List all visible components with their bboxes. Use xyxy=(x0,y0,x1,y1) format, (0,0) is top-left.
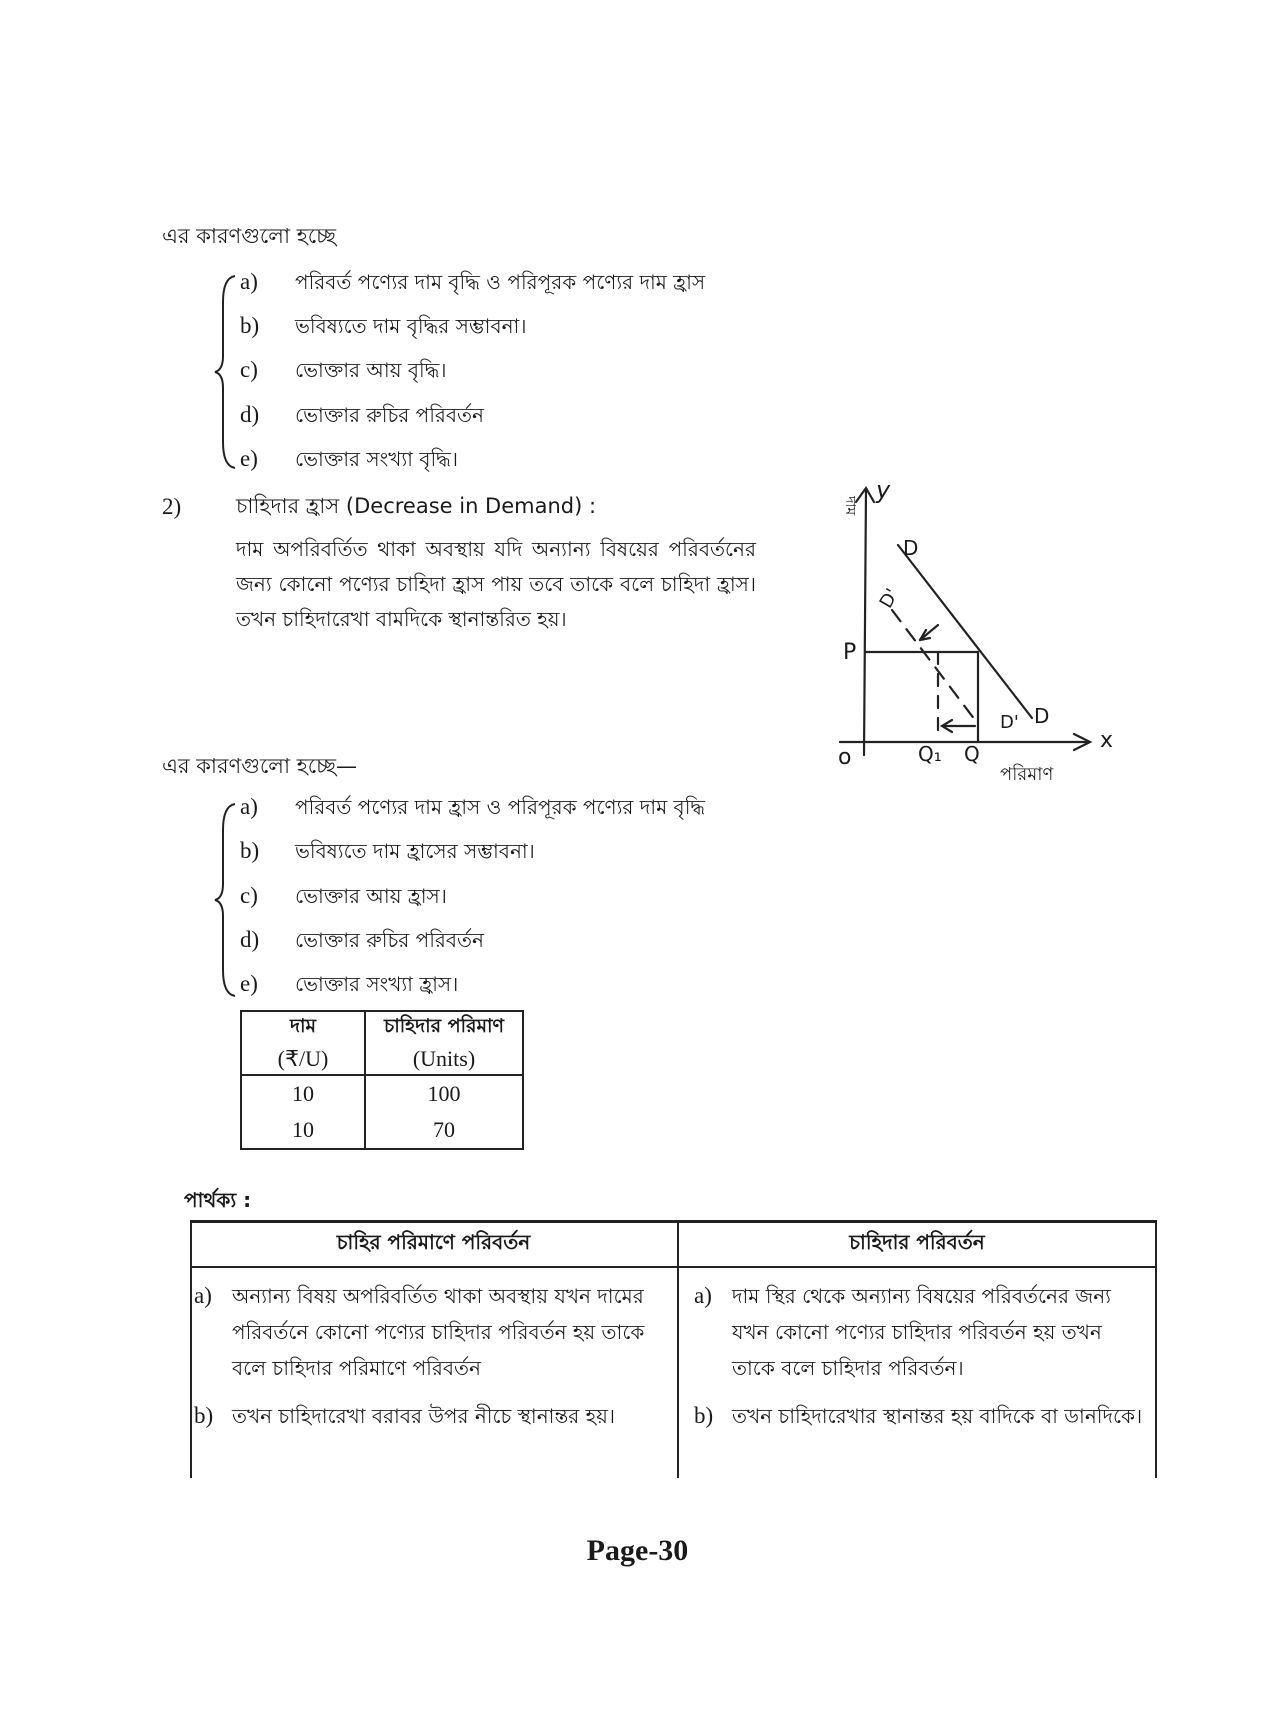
comparison-table xyxy=(190,1220,1157,1478)
graph-label-d-top: D xyxy=(903,536,919,560)
comparison-header-right: চাহিদার পরিবর্তন xyxy=(849,1230,985,1254)
comparison-header-left: চাহির পরিমাণে পরিবর্তন xyxy=(336,1230,531,1254)
comparison-right-item-b: b) তখন চাহিদারেখার স্থানান্তর হয় বাদিকে বা ডানদিকে। xyxy=(694,1403,1143,1428)
graph-y-axis-label: দাম xyxy=(842,496,858,516)
comparison-top-rule xyxy=(190,1220,1157,1223)
graph-label-q: Q xyxy=(964,742,980,766)
comparison-header-rule xyxy=(190,1266,1157,1268)
graph-x-axis-label: পরিমাণ xyxy=(1000,764,1054,785)
comparison-title: পার্থক্য : xyxy=(184,1188,252,1212)
comparison-left-item-a: a) অন্যান্য বিষয় অপরিবর্তিত থাকা অবস্থায় যখন দামের পরিবর্তনে কোনো পণ্যের চাহিদার পরিবর্তন হয় তাকে বলে চাহিদার পরিমাণে পরিবর্তন xyxy=(194,1283,645,1380)
graph-label-origin: o xyxy=(838,745,852,770)
table-row: 10 70 xyxy=(241,1112,523,1149)
section2-number: 2) xyxy=(162,494,182,519)
table-unit-quantity: (Units) xyxy=(365,1044,523,1075)
page-number: Page-30 xyxy=(586,1534,689,1567)
demand-schedule-table xyxy=(240,1010,524,1150)
comparison-right-item-a: a) দাম স্থির থেকে অন্যান্য বিষয়ের পরিবর্তনের জন্য যখন কোনো পণ্যের চাহিদার পরিবর্তন হয় তখন তাকে বলে চাহিদার পরিবর্তন। xyxy=(694,1283,1111,1380)
graph-label-x: x xyxy=(1100,728,1114,753)
section1-intro: এর কারণগুলো হচ্ছে xyxy=(162,224,337,248)
section2-intro: এর কারণগুলো হচ্ছে— xyxy=(162,754,358,778)
section2-brace xyxy=(213,800,239,1000)
comparison-right-border xyxy=(1155,1220,1157,1478)
graph-label-q1: Q₁ xyxy=(918,742,942,766)
section2-heading: চাহিদার হ্রাস (Decrease in Demand) : xyxy=(236,494,597,518)
comparison-left-item-b: b) তখন চাহিদারেখা বরাবর উপর নীচে স্থানান্তর হয়। xyxy=(194,1403,616,1428)
table-row: 10 100 xyxy=(241,1075,523,1112)
graph-label-d1-top: D' xyxy=(875,585,904,612)
graph-label-p: P xyxy=(843,640,857,665)
graph-label-y: y xyxy=(876,476,891,504)
section1-brace xyxy=(213,272,239,472)
table-header-price: দাম xyxy=(241,1011,365,1044)
table-header-quantity: চাহিদার পরিমাণ xyxy=(383,1015,505,1037)
table-unit-price: (₹/U) xyxy=(241,1044,365,1075)
section2-paragraph: দাম অপরিবর্তিত থাকা অবস্থায় যদি অন্যান্য বিষয়ের পরিবর্তনের জন্য কোনো পণ্যের চাহিদা হ্রাস পায় তবে তাকে বলে চাহিদা হ্রাস। তখন চাহিদারেখা বামদিকে স্থানান্তরিত হয়। xyxy=(236,537,756,631)
graph-label-d1-bottom: D' xyxy=(1000,712,1019,733)
graph-label-d-bottom: D xyxy=(1034,704,1050,728)
